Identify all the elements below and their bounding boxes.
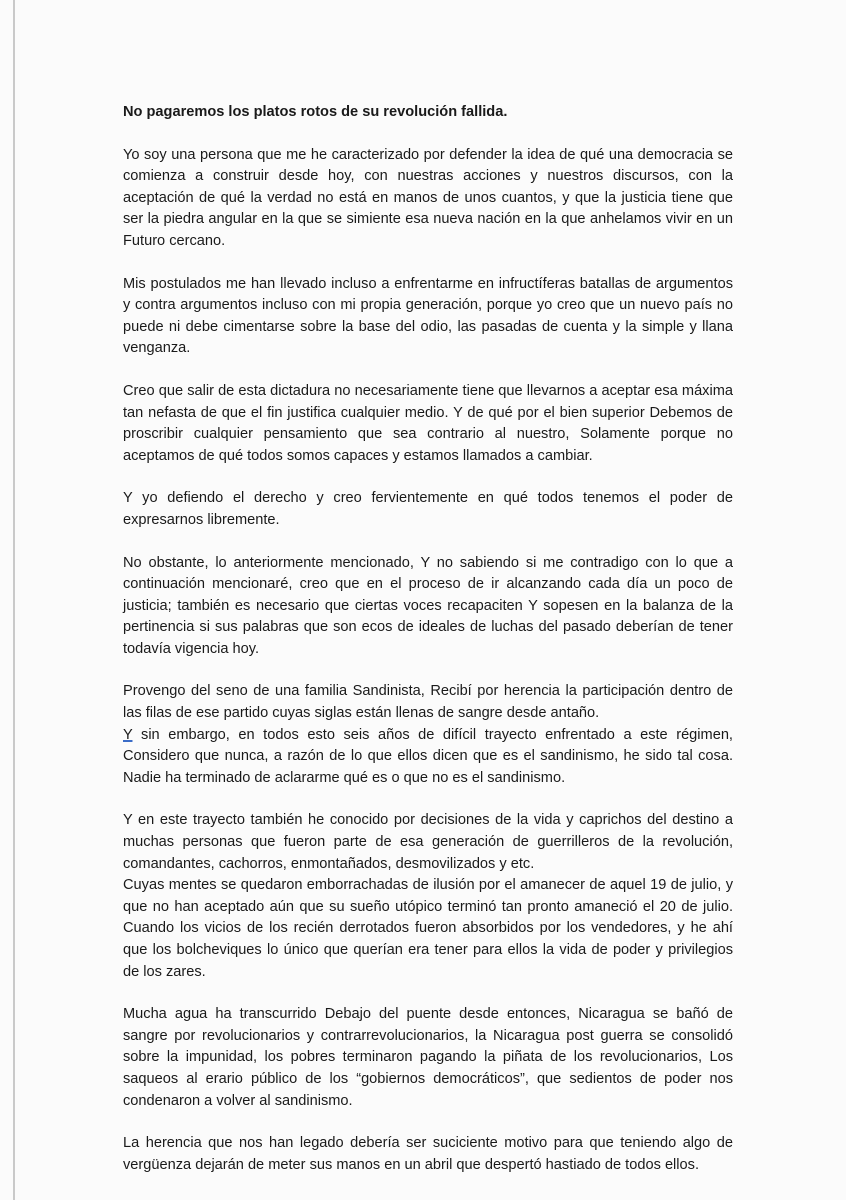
document-body	[123, 102, 733, 1197]
paragraph-8: Y en este trayecto también he conocido por decisiones de la vida y caprichos del destino a muchas personas que fueron parte de esa generación de guerrilleros de la revolución, comandantes, cachorros, enmontañados, desmovilizados y etc.	[123, 812, 733, 872]
paragraph-7-text: sin embargo, en todos esto seis años de difícil trayecto enfrentado a este régimen, Considero que nunca, a razón de lo que ellos dicen que es el sandinismo, he sido tal cosa. Nadie ha terminado de aclararme qué es o que no es el sandinismo.	[123, 726, 733, 786]
paragraph-2: Mis postulados me han llevado incluso a enfrentarme en infructíferas batallas de argumentos y contra argumentos incluso con mi propia generación, porque yo creo que un nuevo país no puede ni debe cimentarse sobre la base del odio, las pasadas de cuenta y la simple y llana venganza.	[123, 275, 733, 357]
paragraph-9: Cuyas mentes se quedaron emborrachadas de ilusión por el amanecer de aquel 19 de julio, y que no han aceptado aún que su sueño utópico terminó tan pronto amaneció el 20 de julio. Cuando los vicios de los recién derrotados fueron absorbidos por los vendedores, y he ahí que los bolcheviques lo único que querían era tener para ellos la vida de poder y privilegios de los zares.	[123, 877, 733, 980]
underlined-word: Y	[123, 726, 133, 743]
paragraph-10: Mucha agua ha transcurrido Debajo del puente desde entonces, Nicaragua se bañó de sangre por revolucionarios y contrarrevolucionarios, la Nicaragua post guerra se consolidó sobre la impunidad, los pobres terminaron pagando la piñata de los revolucionarios, Los saqueos al erario público de los “gobiernos democráticos”, que sedientos de poder nos condenaron a volver al sandinismo.	[123, 1006, 733, 1109]
paragraph-5: No obstante, lo anteriormente mencionado, Y no sabiendo si me contradigo con lo que a continuación mencionaré, creo que en el proceso de ir alcanzando cada día un poco de justicia; también es necesario que ciertas voces recapaciten Y sopesen en la balanza de la pertinencia si sus palabras que son ecos de ideales de luchas del pasado deberían de tener todavía vigencia hoy.	[123, 554, 733, 657]
paragraph-1: Yo soy una persona que me he caracterizado por defender la idea de qué una democracia se comienza a construir desde hoy, con nuestras acciones y nuestros discursos, con la aceptación de qué la verdad no está en manos de unos cuantos, y que la justicia tiene que ser la piedra angular en la que se simiente esa nueva nación en la que anhelamos vivir en un Futuro cercano.	[123, 146, 733, 249]
paragraph-3: Creo que salir de esta dictadura no necesariamente tiene que llevarnos a aceptar esa máxima tan nefasta de que el fin justifica cualquier medio. Y de qué por el bien superior Debemos de proscribir cualquier pensamiento que sea contrario al nuestro, Solamente porque no aceptamos de qué todos somos capaces y estamos llamados a cambiar.	[123, 382, 733, 464]
page-edge-shadow	[13, 0, 15, 1200]
paragraph-4: Y yo defiendo el derecho y creo fervientemente en qué todos tenemos el poder de expresarnos libremente.	[123, 490, 733, 528]
paragraph-11: La herencia que nos han legado debería ser suciciente motivo para que teniendo algo de vergüenza dejarán de meter sus manos en un abril que despertó hastiado de todos ellos.	[123, 1135, 733, 1173]
paragraph-7	[123, 725, 733, 790]
paragraph-6: Provengo del seno de una familia Sandinista, Recibí por herencia la participación dentro de las filas de ese partido cuyas siglas están llenas de sangre desde antaño.	[123, 683, 733, 722]
document-title: No pagaremos los platos rotos de su revolución fallida.	[123, 104, 508, 120]
